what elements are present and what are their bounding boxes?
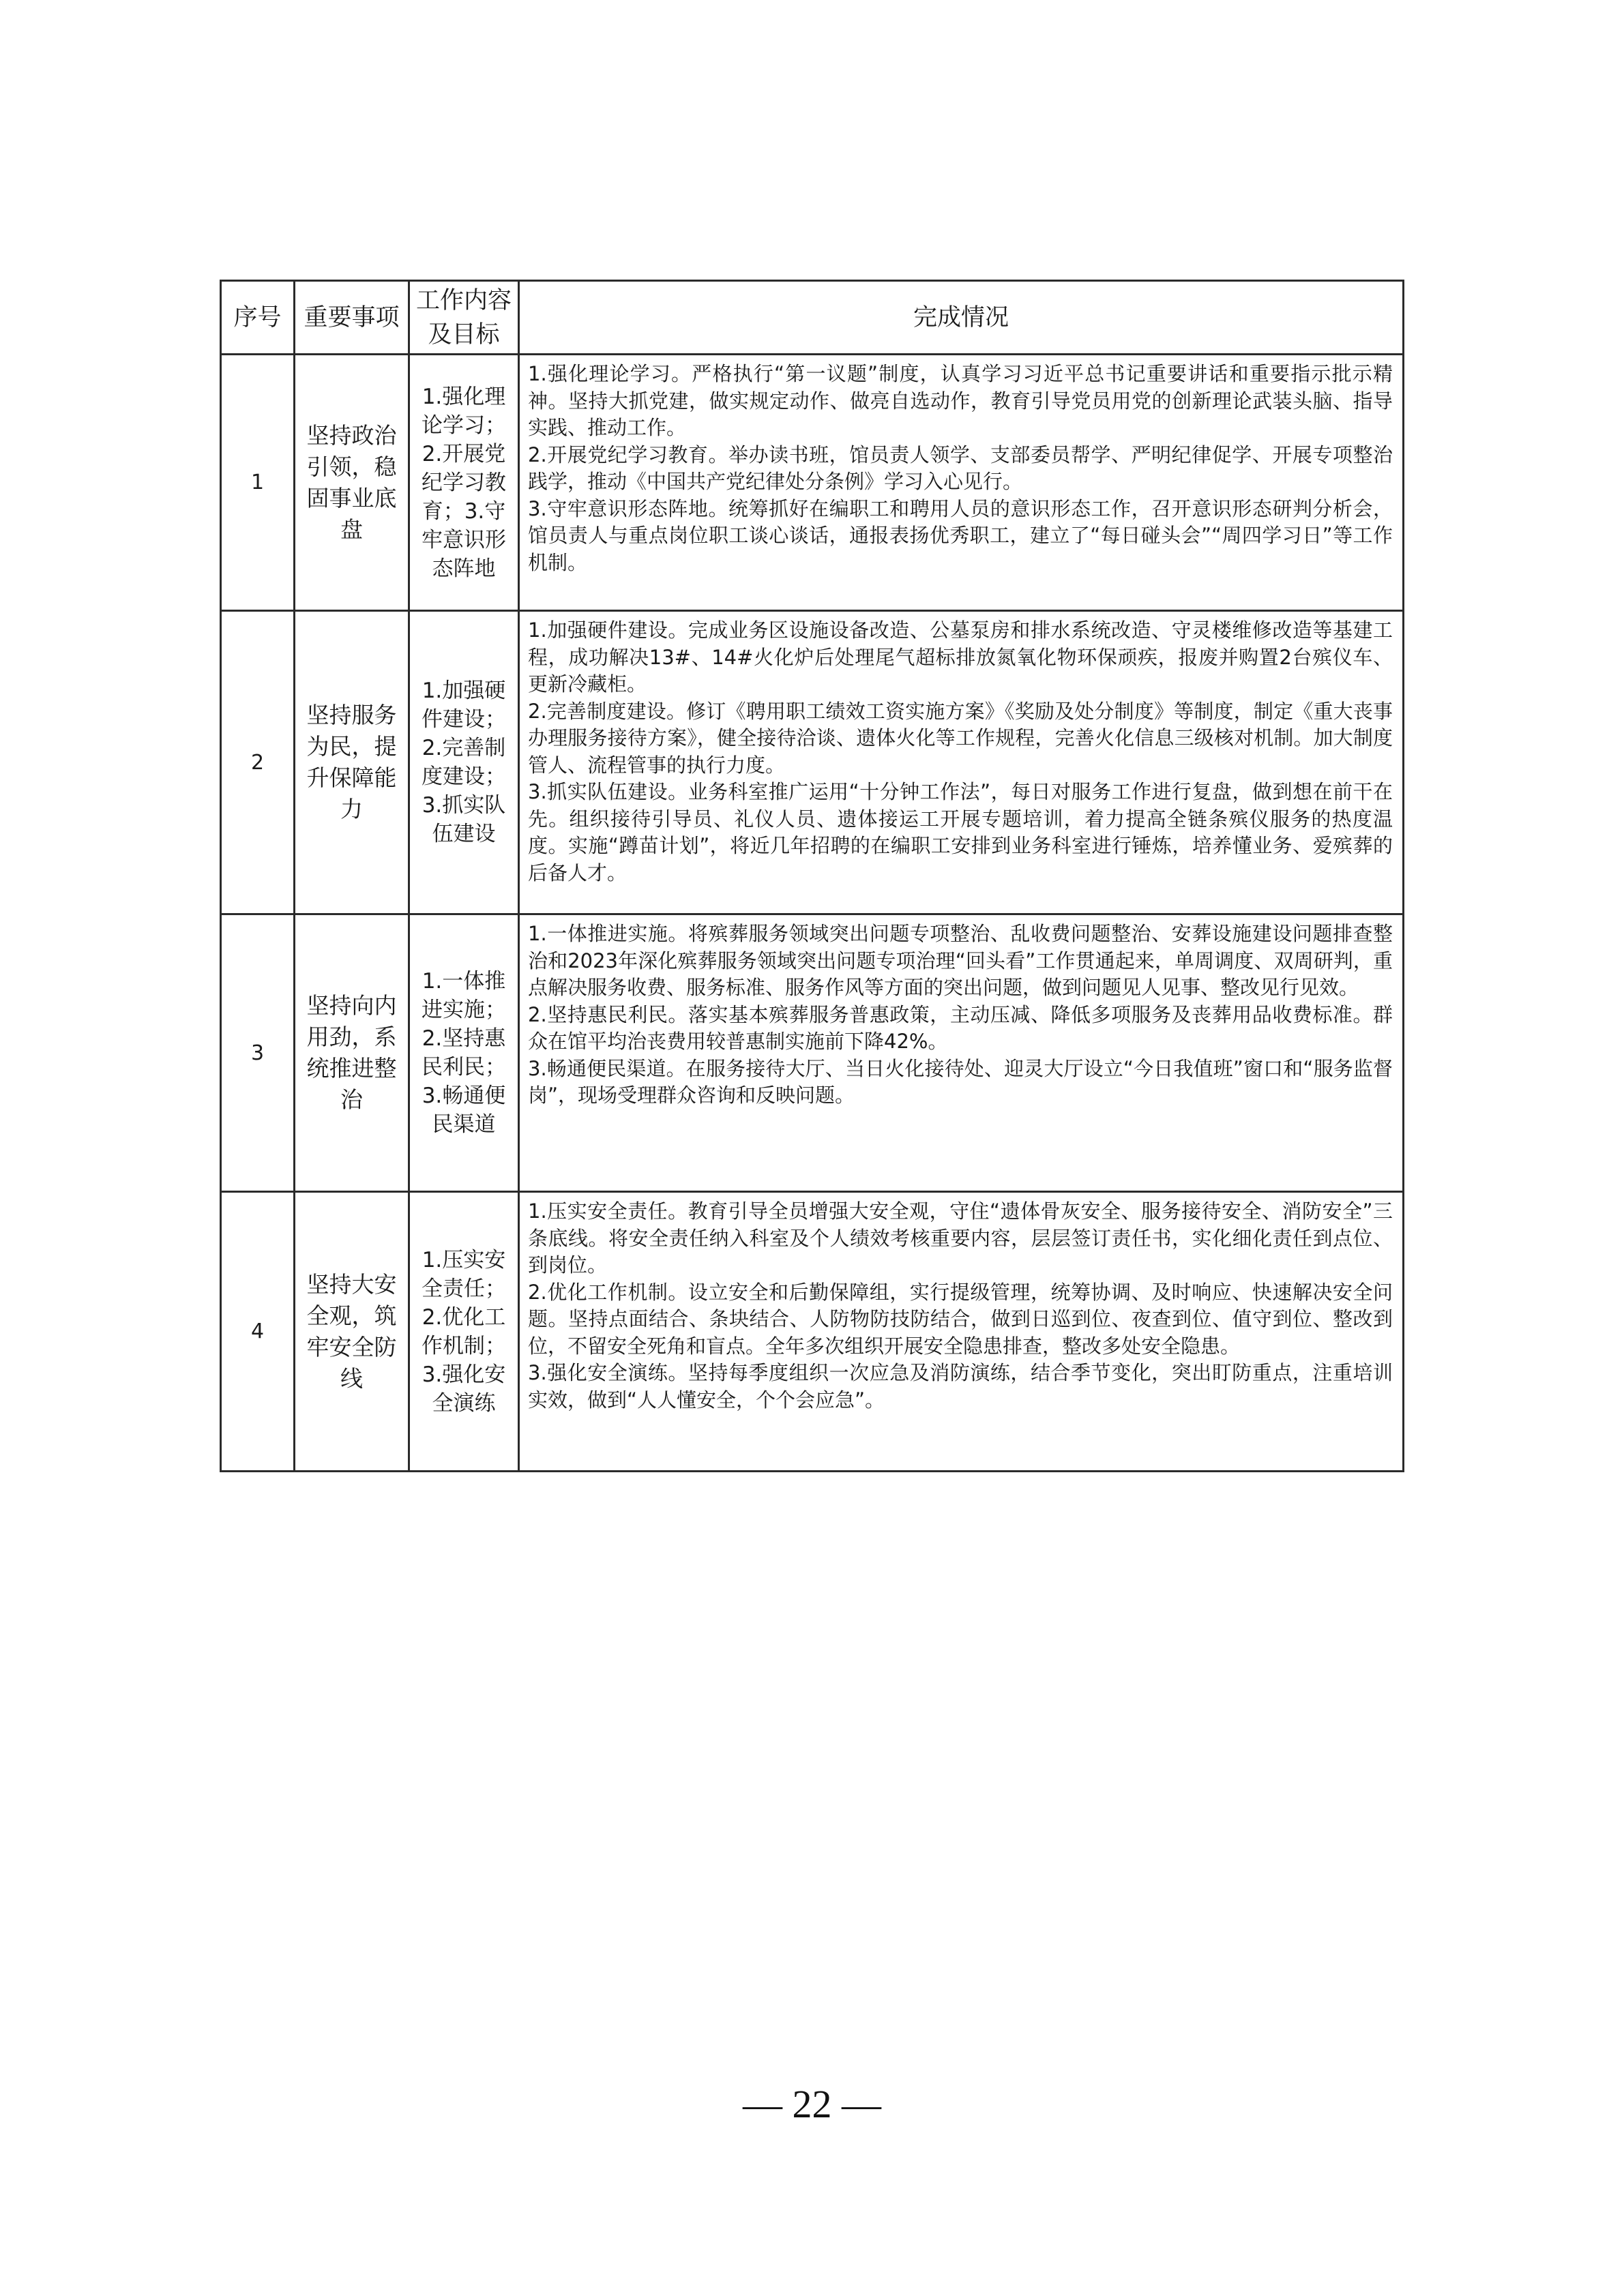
work-summary-table [220, 280, 1404, 1472]
header-serial-number: 序号 [221, 281, 295, 355]
row-work-goal: 1.加强硬件建设；2.完善制度建设；3.抓实队伍建设 [409, 611, 519, 914]
row-completion-status [519, 611, 1404, 914]
row-important-matter: 坚持大安全观，筑牢安全防线 [295, 1192, 409, 1472]
completion-paragraph: 1.加强硬件建设。完成业务区设施设备改造、公墓泵房和排水系统改造、守灵楼维修改造等基建工程，成功解决13#、14#火化炉后处理尾气超标排放氮氧化物环保顽疾，报废并购置2台殡仪车、更新冷藏柜。 [528, 618, 1393, 696]
page-number: — 22 — [743, 2082, 881, 2126]
completion-paragraph: 2.优化工作机制。设立安全和后勤保障组，实行提级管理，统筹协调、及时响应、快速解决安全问题。坚持点面结合、条块结合、人防物防技防结合，做到日巡到位、夜查到位、值守到位、整改到位，不留安全死角和盲点。全年多次组织开展安全隐患排查，整改多处安全隐患。 [528, 1280, 1393, 1358]
completion-paragraph: 1.强化理论学习。严格执行“第一议题”制度，认真学习习近平总书记重要讲话和重要指示批示精神。坚持大抓党建，做实规定动作、做亮自选动作，教育引导党员用党的创新理论武装头脑、指导实践、推动工作。 [528, 362, 1393, 439]
row-important-matter: 坚持向内用劲，系统推进整治 [295, 914, 409, 1192]
header-important-matter: 重要事项 [295, 281, 409, 355]
row-completion-status [519, 914, 1404, 1192]
row-work-goal: 1.强化理论学习；2.开展党纪学习教育；3.守牢意识形态阵地 [409, 355, 519, 611]
completion-paragraph: 3.抓实队伍建设。业务科室推广运用“十分钟工作法”，每日对服务工作进行复盘，做到想在前干在先。组织接待引导员、礼仪人员、遗体接运工开展专题培训，着力提高全链条殡仪服务的热度温度。实施“蹲苗计划”，将近几年招聘的在编职工安排到业务科室进行锤炼，培养懂业务、爱殡葬的后备人才。 [528, 780, 1393, 884]
completion-paragraph: 2.坚持惠民利民。落实基本殡葬服务普惠政策，主动压减、降低多项服务及丧葬用品收费标准。群众在馆平均治丧费用较普惠制实施前下降42%。 [528, 1002, 1393, 1053]
completion-paragraph: 2.开展党纪学习教育。举办读书班，馆员责人领学、支部委员帮学、严明纪律促学、开展专项整治践学，推动《中国共产党纪律处分条例》学习入心见行。 [528, 443, 1393, 493]
table-row [221, 1192, 1404, 1472]
row-serial-number: 3 [221, 914, 295, 1192]
table-header-row [221, 281, 1404, 355]
completion-paragraph: 3.守牢意识形态阵地。统筹抓好在编职工和聘用人员的意识形态工作，召开意识形态研判分析会，馆员责人与重点岗位职工谈心谈话，通报表扬优秀职工，建立了“每日碰头会”“周四学习日”等工作机制。 [528, 496, 1393, 574]
completion-paragraph: 3.畅通便民渠道。在服务接待大厅、当日火化接待处、迎灵大厅设立“今日我值班”窗口和“服务监督岗”，现场受理群众咨询和反映问题。 [528, 1056, 1393, 1107]
table-row [221, 355, 1404, 611]
header-completion-status: 完成情况 [519, 281, 1404, 355]
completion-paragraph: 2.完善制度建设。修订《聘用职工绩效工资实施方案》《奖励及处分制度》等制度，制定《重大丧事办理服务接待方案》，健全接待洽谈、遗体火化等工作规程，完善火化信息三级核对机制。加大制度管人、流程管事的执行力度。 [528, 699, 1393, 777]
completion-paragraph: 1.压实安全责任。教育引导全员增强大安全观，守住“遗体骨灰安全、服务接待安全、消防安全”三条底线。将安全责任纳入科室及个人绩效考核重要内容，层层签订责任书，实化细化责任到点位、到岗位。 [528, 1199, 1393, 1277]
header-work-content-goal: 工作内容及目标 [409, 281, 519, 355]
row-serial-number: 4 [221, 1192, 295, 1472]
table-row [221, 611, 1404, 914]
table-row [221, 914, 1404, 1192]
row-work-goal: 1.压实安全责任；2.优化工作机制；3.强化安全演练 [409, 1192, 519, 1472]
row-completion-status [519, 355, 1404, 611]
row-completion-status [519, 1192, 1404, 1472]
row-important-matter: 坚持政治引领，稳固事业底盘 [295, 355, 409, 611]
row-serial-number: 2 [221, 611, 295, 914]
row-work-goal: 1.一体推进实施；2.坚持惠民利民；3.畅通便民渠道 [409, 914, 519, 1192]
completion-paragraph: 1.一体推进实施。将殡葬服务领域突出问题专项整治、乱收费问题整治、安葬设施建设问题排查整治和2023年深化殡葬服务领域突出问题专项治理“回头看”工作贯通起来，单周调度、双周研判，重点解决服务收费、服务标准、服务作风等方面的突出问题，做到问题见人见事、整改见行见效。 [528, 922, 1393, 999]
completion-paragraph: 3.强化安全演练。坚持每季度组织一次应急及消防演练，结合季节变化，突出盯防重点，注重培训实效，做到“人人懂安全，个个会应急”。 [528, 1361, 1393, 1412]
row-serial-number: 1 [221, 355, 295, 611]
row-important-matter: 坚持服务为民，提升保障能力 [295, 611, 409, 914]
